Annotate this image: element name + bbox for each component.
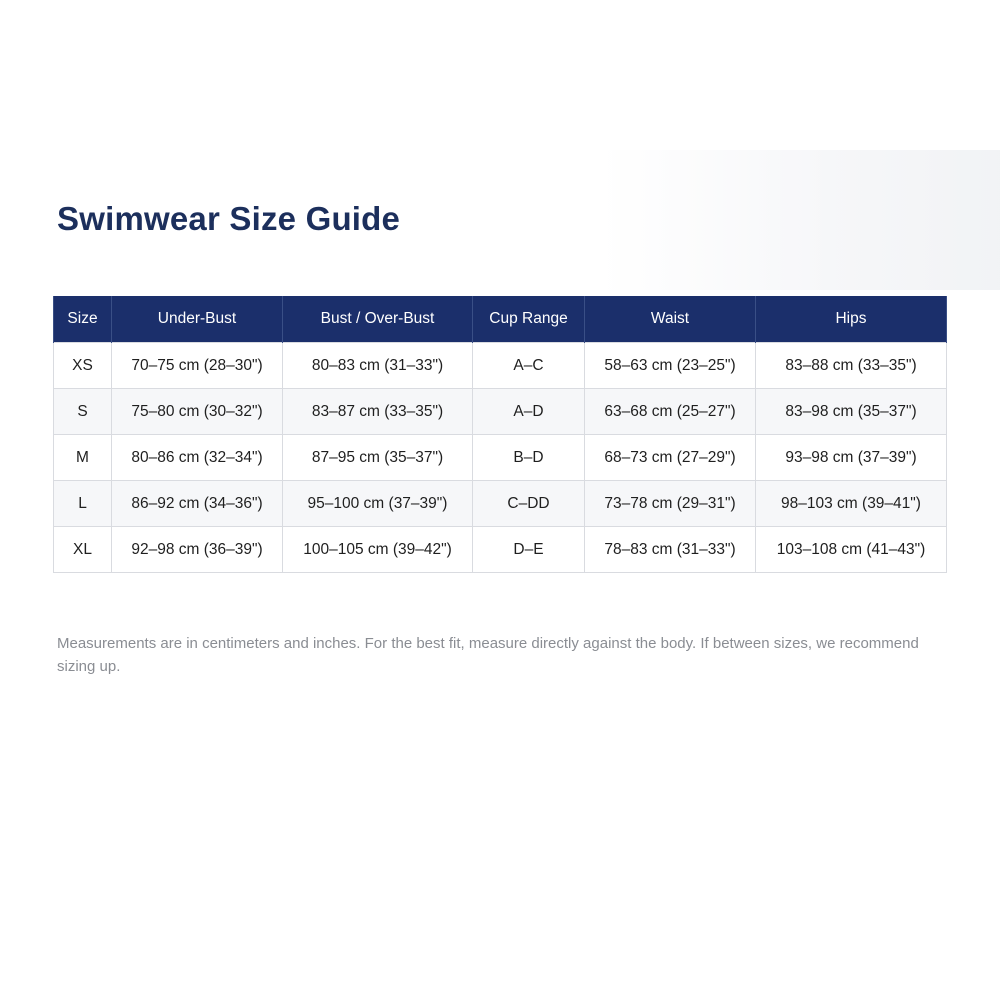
page-title: Swimwear Size Guide — [57, 200, 401, 237]
cell-hips: 93–98 cm (37–39") — [756, 435, 947, 481]
size-table — [53, 296, 947, 573]
cell-size: M — [54, 435, 112, 481]
table-row — [54, 481, 947, 527]
cell-hips: 98–103 cm (39–41") — [756, 481, 947, 527]
cell-waist: 73–78 cm (29–31") — [585, 481, 756, 527]
cell-waist: 68–73 cm (27–29") — [585, 435, 756, 481]
cell-under-bust: 80–86 cm (32–34") — [112, 435, 283, 481]
cell-under-bust: 92–98 cm (36–39") — [112, 527, 283, 573]
cell-under-bust: 86–92 cm (34–36") — [112, 481, 283, 527]
column-header-hips: Hips — [756, 296, 947, 343]
column-header-bust-over-bust: Bust / Over-Bust — [283, 296, 473, 343]
column-header-under-bust: Under-Bust — [112, 296, 283, 343]
cell-waist: 58–63 cm (23–25") — [585, 343, 756, 389]
table-row — [54, 435, 947, 481]
cell-size: S — [54, 389, 112, 435]
cell-size: XL — [54, 527, 112, 573]
column-header-size: Size — [54, 296, 112, 343]
cell-bust: 100–105 cm (39–42") — [283, 527, 473, 573]
cell-size: XS — [54, 343, 112, 389]
cell-bust: 95–100 cm (37–39") — [283, 481, 473, 527]
cell-cup-range: D–E — [473, 527, 585, 573]
cell-size: L — [54, 481, 112, 527]
background-glow — [600, 150, 1000, 290]
cell-under-bust: 75–80 cm (30–32") — [112, 389, 283, 435]
table-row — [54, 389, 947, 435]
cell-waist: 63–68 cm (25–27") — [585, 389, 756, 435]
table-row — [54, 343, 947, 389]
cell-bust: 80–83 cm (31–33") — [283, 343, 473, 389]
cell-cup-range: A–D — [473, 389, 585, 435]
cell-bust: 87–95 cm (35–37") — [283, 435, 473, 481]
column-header-waist: Waist — [585, 296, 756, 343]
measurement-note: Measurements are in centimeters and inches. For the best fit, measure directly against the body. If between sizes, we recommend sizing up. — [57, 635, 919, 675]
table-header-row — [54, 296, 947, 343]
cell-hips: 83–88 cm (33–35") — [756, 343, 947, 389]
cell-waist: 78–83 cm (31–33") — [585, 527, 756, 573]
cell-bust: 83–87 cm (33–35") — [283, 389, 473, 435]
column-header-cup-range: Cup Range — [473, 296, 585, 343]
table-row — [54, 527, 947, 573]
cell-cup-range: C–DD — [473, 481, 585, 527]
cell-under-bust: 70–75 cm (28–30") — [112, 343, 283, 389]
cell-hips: 83–98 cm (35–37") — [756, 389, 947, 435]
cell-hips: 103–108 cm (41–43") — [756, 527, 947, 573]
cell-cup-range: A–C — [473, 343, 585, 389]
cell-cup-range: B–D — [473, 435, 585, 481]
